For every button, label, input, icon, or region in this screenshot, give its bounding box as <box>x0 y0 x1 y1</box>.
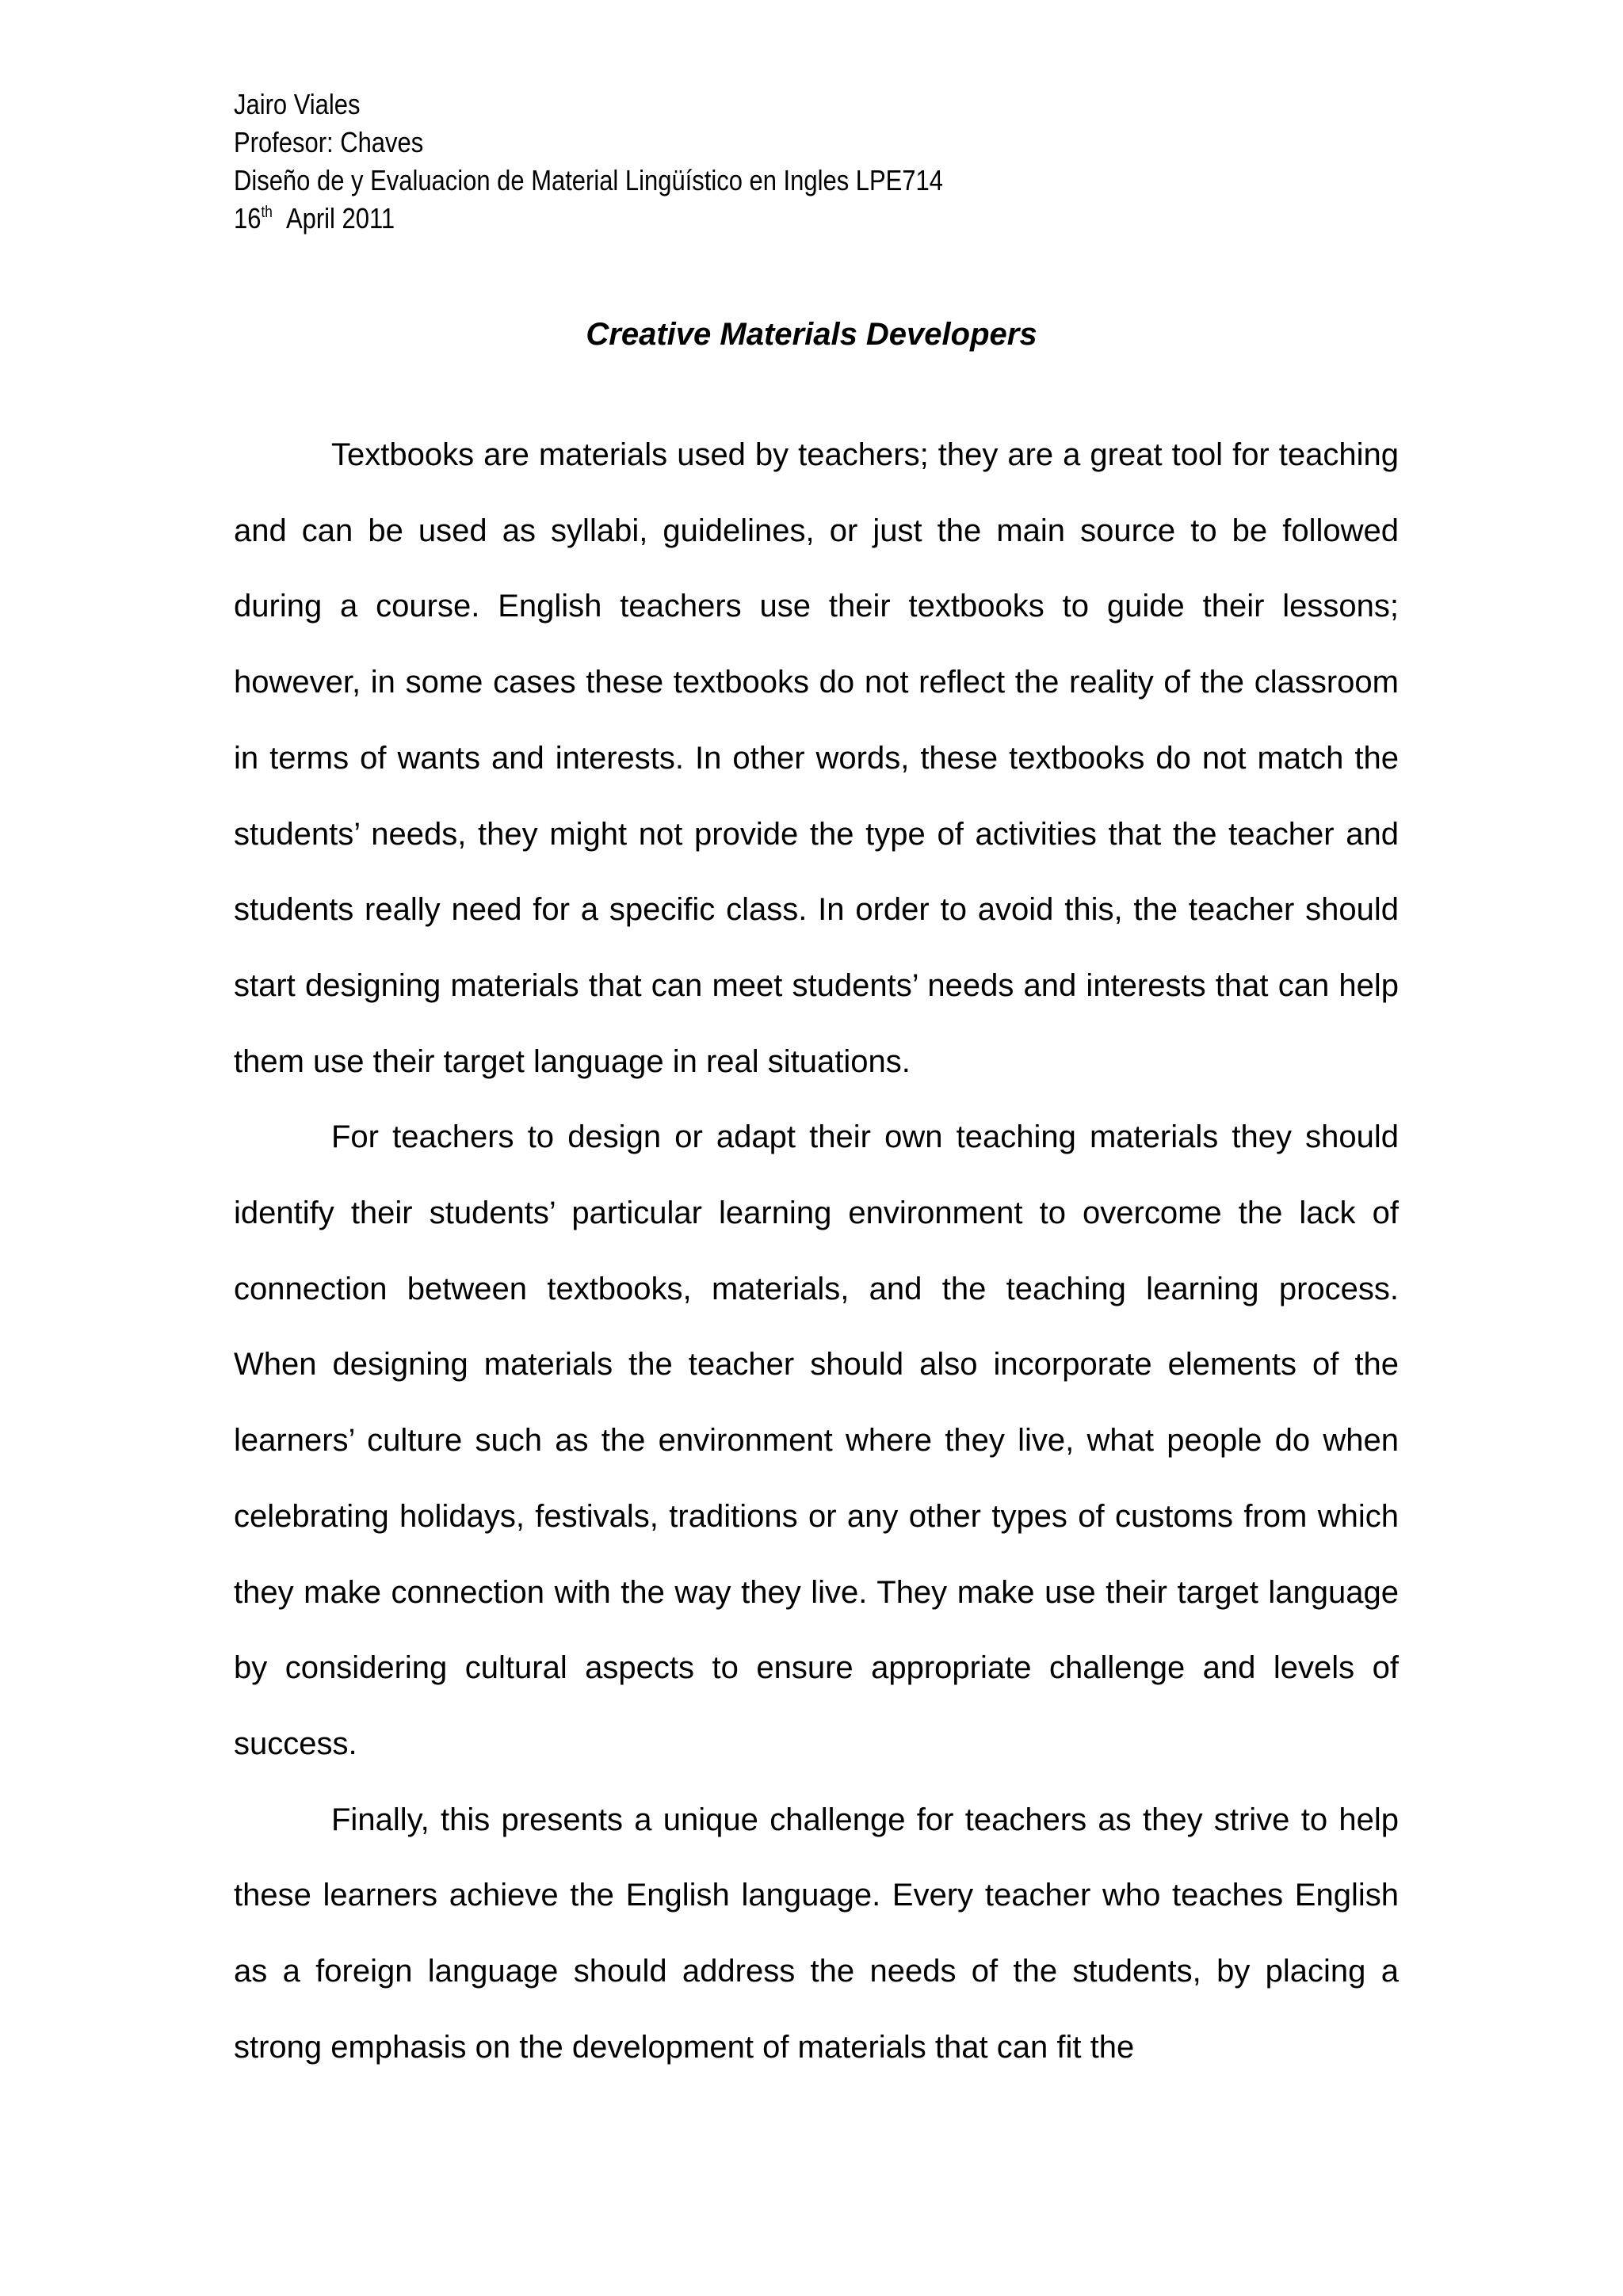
essay-body <box>234 418 1399 2085</box>
date-day: 16 <box>234 202 262 235</box>
document-date <box>234 200 1256 238</box>
professor-name: Profesor: Chaves <box>234 126 424 158</box>
document-header <box>234 86 1256 238</box>
essay-title: Creative Materials Developers <box>586 317 1037 352</box>
date-suffix: th <box>261 204 273 221</box>
date-month-year: April 2011 <box>285 202 395 235</box>
paragraph-2: For teachers to design or adapt their own teaching materials they should identify their students’ particular learning environment to overcome the lack of connection between textbooks, materials, and the teaching learning process. When designing materials the teacher should also incorporate elements of the learners’ culture such as the environment where they live, what people do when celebrating holidays, festivals, traditions or any other types of customs from which they make connection with the way they live. They make use their target language by considering cultural aspects to ensure appropriate challenge and levels of success. <box>234 1119 1399 1761</box>
paragraph-1: Textbooks are materials used by teachers; they are a great tool for teaching and can be used as syllabi, guidelines, or just the main source to be followed during a course. English teachers use their textbooks to guide their lessons; however, in some cases these textbooks do not reflect the reality of the classroom in terms of wants and interests. In other words, these textbooks do not match the students’ needs, they might not provide the type of activities that the teacher and students really need for a specific class. In order to avoid this, the teacher should start designing materials that can meet students’ needs and interests that can help them use their target language in real situations. <box>234 437 1399 1079</box>
author-name: Jairo Viales <box>234 88 361 120</box>
paragraph-3: Finally, this presents a unique challenge for teachers as they strive to help these learners achieve the English language. Every teacher who teaches English as a foreign language should address the needs of the students, by placing a strong emphasis on the development of materials that can fit the <box>234 1802 1399 2065</box>
course-name: Diseño de y Evaluacion de Material Lingüístico en Ingles LPE714 <box>234 164 943 196</box>
